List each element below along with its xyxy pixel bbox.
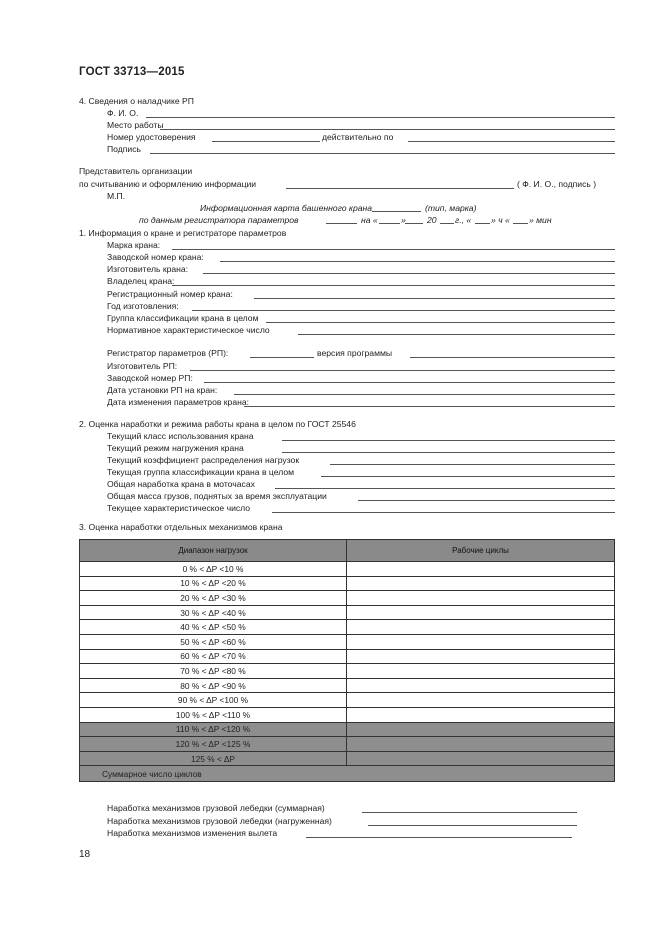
card-sub-b: на «	[361, 215, 378, 225]
range-cell: 30 % < ΔP <40 %	[80, 605, 347, 620]
s2-item: Текущий режим нагружения крана	[107, 443, 244, 453]
cycles-cell[interactable]	[347, 634, 615, 649]
table-row	[80, 576, 615, 591]
card-sub-c: »	[401, 215, 406, 225]
s1-item: Владелец крана:	[107, 276, 175, 286]
boom-field[interactable]	[306, 837, 572, 838]
s1-item: Марка крана:	[107, 240, 161, 250]
range-cell: 125 % < ΔP	[80, 751, 347, 766]
rp-field[interactable]	[250, 357, 314, 358]
fio-label: Ф. И. О.	[107, 108, 139, 118]
table-row	[80, 605, 615, 620]
s1-field[interactable]	[220, 261, 615, 262]
s1-item: Год изготовления:	[107, 301, 179, 311]
table-row	[80, 634, 615, 649]
table-row	[80, 591, 615, 606]
rp-label: Регистратор параметров (РП):	[107, 348, 229, 358]
s2-field[interactable]	[330, 464, 615, 465]
table-row	[80, 693, 615, 708]
table-row	[80, 737, 615, 752]
cycles-cell[interactable]	[347, 576, 615, 591]
table-row	[80, 707, 615, 722]
cert-label: Номер удостоверения	[107, 132, 196, 142]
cycles-cell[interactable]	[347, 737, 615, 752]
s1-item: Изготовитель крана:	[107, 264, 189, 274]
card-title-b: (тип, марка)	[425, 203, 477, 213]
cycles-cell[interactable]	[347, 693, 615, 708]
card-field-day[interactable]	[379, 223, 400, 224]
range-cell: 90 % < ΔP <100 %	[80, 693, 347, 708]
rp-item: Изготовитель РП:	[107, 361, 178, 371]
card-sub-e: г., «	[455, 215, 472, 225]
range-cell: 20 % < ΔP <30 %	[80, 591, 347, 606]
rp-item-field[interactable]	[244, 406, 615, 407]
valid-label: действительно по	[322, 132, 394, 142]
s2-field[interactable]	[272, 512, 615, 513]
s2-item: Общая наработка крана в моточасах	[107, 479, 255, 489]
s2-field[interactable]	[282, 440, 615, 441]
s2-item: Общая масса грузов, поднятых за время эксплуатации	[107, 491, 327, 501]
section3-title: 3. Оценка наработки отдельных механизмов крана	[79, 522, 283, 532]
s1-field[interactable]	[254, 298, 615, 299]
s2-field[interactable]	[282, 452, 615, 453]
rep-line2: по считыванию и оформлению информации	[79, 179, 257, 189]
cycles-cell[interactable]	[347, 751, 615, 766]
cycles-cell[interactable]	[347, 620, 615, 635]
page-title: ГОСТ 33713—2015	[79, 66, 185, 78]
fio-field[interactable]	[146, 117, 615, 118]
winch-loaded-field[interactable]	[368, 825, 577, 826]
cycles-cell[interactable]	[347, 591, 615, 606]
sum-label: Суммарное число циклов	[80, 766, 615, 782]
s1-field[interactable]	[172, 249, 615, 250]
rp-item-field[interactable]	[190, 370, 615, 371]
card-sub-f: » ч «	[491, 215, 510, 225]
table-row	[80, 751, 615, 766]
range-cell: 40 % < ΔP <50 %	[80, 620, 347, 635]
s2-item: Текущий коэффициент распределения нагрузок	[107, 455, 300, 465]
s2-field[interactable]	[321, 476, 615, 477]
range-cell: 0 % < ΔP <10 %	[80, 562, 347, 577]
valid-field[interactable]	[408, 141, 615, 142]
boom-label: Наработка механизмов изменения вылета	[107, 828, 278, 838]
s1-field[interactable]	[298, 334, 615, 335]
card-field-year[interactable]	[440, 223, 454, 224]
stamp-label: М.П.	[107, 191, 126, 201]
s1-field[interactable]	[266, 322, 615, 323]
cycles-cell[interactable]	[347, 649, 615, 664]
section1-title: 1. Информация о кране и регистраторе параметров	[79, 228, 287, 238]
card-field-1[interactable]	[326, 223, 357, 224]
range-cell: 70 % < ΔP <80 %	[80, 664, 347, 679]
rp-item: Заводской номер РП:	[107, 373, 193, 383]
table-row	[80, 678, 615, 693]
range-cell: 50 % < ΔP <60 %	[80, 634, 347, 649]
winch-total-label: Наработка механизмов грузовой лебедки (суммарная)	[107, 803, 325, 813]
s1-item: Группа классификации крана в целом	[107, 313, 259, 323]
place-label: Место работы	[107, 120, 164, 130]
col-header-cycles: Рабочие циклы	[347, 540, 615, 562]
card-sub-d: 20	[427, 215, 437, 225]
load-cycles-table	[79, 539, 615, 782]
s1-item: Заводской номер крана:	[107, 252, 204, 262]
sign-label: Подпись	[107, 144, 142, 154]
rp-item: Дата изменения параметров крана:	[107, 397, 250, 407]
rp-version-field[interactable]	[410, 357, 615, 358]
s2-field[interactable]	[358, 500, 615, 501]
range-cell: 120 % < ΔP <125 %	[80, 737, 347, 752]
table-row	[80, 722, 615, 737]
s2-item: Текущее характеристическое число	[107, 503, 251, 513]
s2-item: Текущая группа классификации крана в целом	[107, 467, 295, 477]
cycles-cell[interactable]	[347, 707, 615, 722]
range-cell: 60 % < ΔP <70 %	[80, 649, 347, 664]
card-title: Информационная карта башенного крана	[200, 203, 373, 213]
cycles-cell[interactable]	[347, 678, 615, 693]
card-field-month[interactable]	[405, 223, 423, 224]
cert-field[interactable]	[212, 141, 320, 142]
range-cell: 100 % < ΔP <110 %	[80, 707, 347, 722]
rp-item: Дата установки РП на кран:	[107, 385, 218, 395]
crane-type-field[interactable]	[372, 211, 421, 212]
s1-field[interactable]	[192, 310, 615, 311]
range-cell: 10 % < ΔP <20 %	[80, 576, 347, 591]
table-row	[80, 562, 615, 577]
range-cell: 110 % < ΔP <120 %	[80, 722, 347, 737]
rep-fio-sign: ( Ф. И. О., подпись )	[517, 179, 597, 189]
cycles-cell[interactable]	[347, 664, 615, 679]
table-row	[80, 620, 615, 635]
range-cell: 80 % < ΔP <90 %	[80, 678, 347, 693]
card-field-min[interactable]	[513, 223, 528, 224]
section4-title: 4. Сведения о наладчике РП	[79, 96, 194, 106]
table-header-row	[80, 540, 615, 562]
s2-field[interactable]	[275, 488, 615, 489]
cycles-cell[interactable]	[347, 605, 615, 620]
rp-version-label: версия программы	[317, 348, 393, 358]
s1-field[interactable]	[172, 285, 615, 286]
cycles-cell[interactable]	[347, 562, 615, 577]
s1-item: Регистрационный номер крана:	[107, 289, 233, 299]
col-header-range: Диапазон нагрузок	[80, 540, 347, 562]
table-sum-row	[80, 766, 615, 782]
table-row	[80, 664, 615, 679]
card-sub-g: » мин	[529, 215, 552, 225]
s1-field[interactable]	[203, 273, 615, 274]
sign-field[interactable]	[150, 153, 615, 154]
s2-item: Текущий класс использования крана	[107, 431, 254, 441]
rep-line1: Представитель организации	[79, 166, 193, 176]
s1-item: Нормативное характеристическое число	[107, 325, 270, 335]
cycles-cell[interactable]	[347, 722, 615, 737]
winch-total-field[interactable]	[362, 812, 577, 813]
winch-loaded-label: Наработка механизмов грузовой лебедки (нагруженная)	[107, 816, 332, 826]
place-field[interactable]	[160, 129, 615, 130]
card-field-hour[interactable]	[475, 223, 490, 224]
table-row	[80, 649, 615, 664]
rp-item-field[interactable]	[204, 382, 615, 383]
card-sub: по данным регистратора параметров	[139, 215, 299, 225]
section2-title: 2. Оценка наработки и режима работы крана в целом по ГОСТ 25546	[79, 419, 356, 429]
rep-field[interactable]	[286, 188, 514, 189]
rp-item-field[interactable]	[234, 394, 615, 395]
page-number: 18	[79, 849, 91, 860]
